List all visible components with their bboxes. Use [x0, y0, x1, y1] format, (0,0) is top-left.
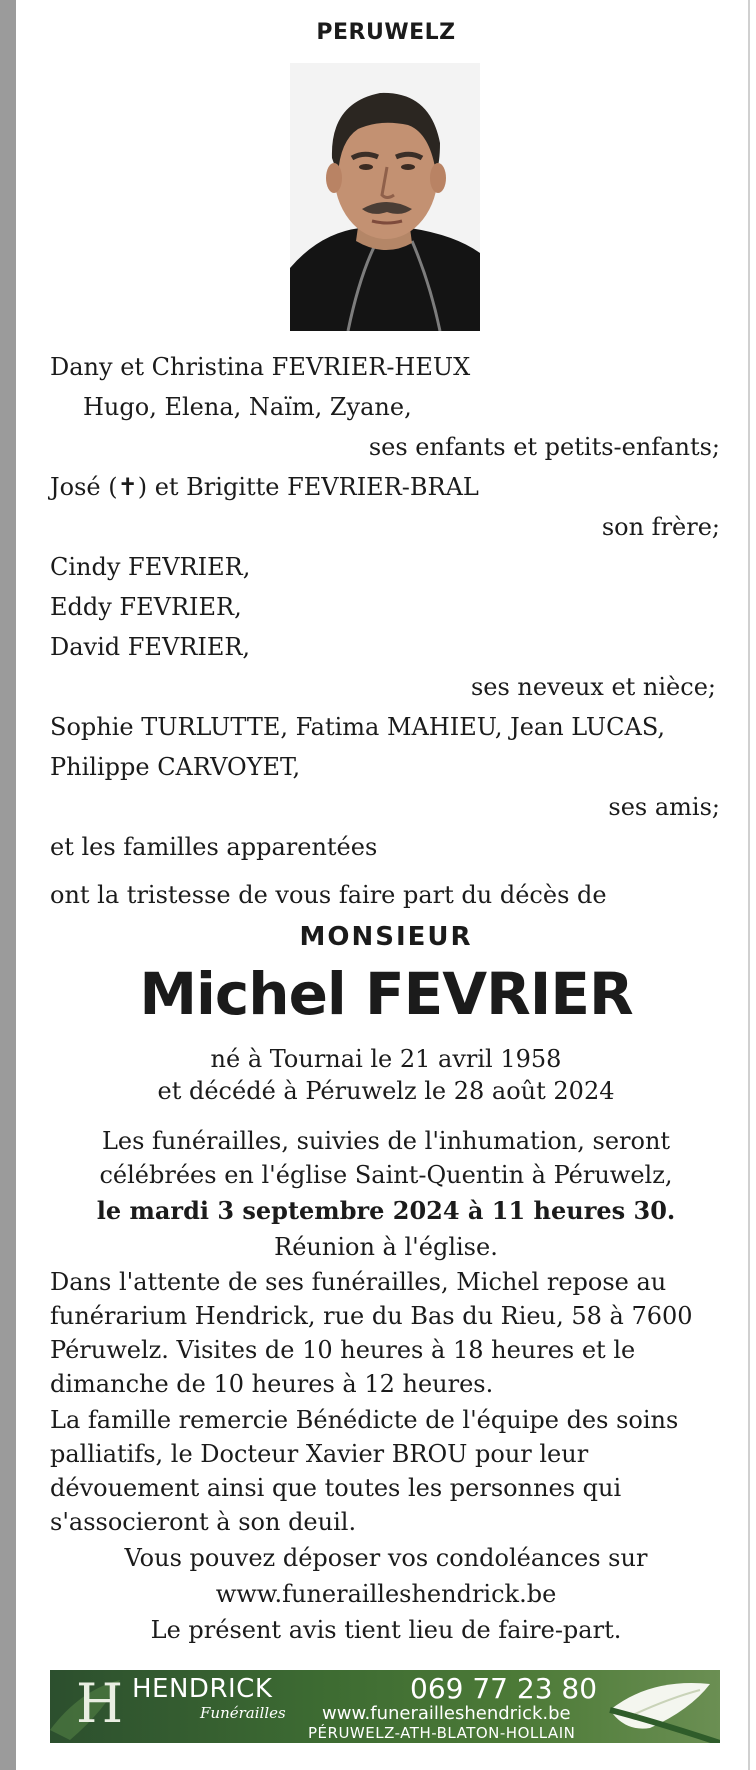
thanks-line-4: s'associeront à son deuil.	[50, 1508, 357, 1536]
family-friends-2: Philippe CARVOYET,	[50, 753, 301, 781]
death-info: et décédé à Péruwelz le 28 août 2024	[157, 1077, 615, 1105]
banner-brand: HENDRICK	[132, 1674, 273, 1704]
birth-info: né à Tournai le 21 avril 1958	[210, 1045, 562, 1073]
brother-name-prefix: José (	[50, 473, 118, 501]
banner-website: www.funerailleshendrick.be	[322, 1703, 571, 1724]
banner-locations: PÉRUWELZ-ATH-BLATON-HOLLAIN	[308, 1724, 576, 1742]
notice-line: Le présent avis tient lieu de faire-part.	[150, 1616, 622, 1644]
family-related: et les familles apparentées	[50, 833, 378, 861]
repose-line-4: dimanche de 10 heures à 12 heures.	[50, 1370, 494, 1398]
funeral-line-1: Les funérailles, suivies de l'inhumation, seront	[101, 1127, 671, 1155]
banner-subtitle: Funérailles	[200, 1704, 286, 1722]
thanks-line-3: dévouement ainsi que toutes les personnes qui	[50, 1474, 622, 1502]
family-nephew-3: David FEVRIER,	[50, 633, 251, 661]
cross-icon: ✝	[117, 473, 138, 501]
deceased-name: Michel FEVRIER	[139, 960, 633, 1028]
brother-name-suffix: ) et Brigitte FEVRIER-BRAL	[137, 473, 479, 501]
repose-line-2: funérarium Hendrick, rue du Bas du Rieu, 58 à 7600	[50, 1302, 693, 1330]
family-brother-relation: son frère;	[601, 513, 720, 541]
condolences-line: Vous pouvez déposer vos condoléances sur	[124, 1544, 648, 1572]
family-brother	[50, 472, 479, 502]
family-children: Dany et Christina FEVRIER-HEUX	[50, 353, 471, 381]
funeral-meeting: Réunion à l'église.	[274, 1233, 498, 1261]
thanks-line-2: palliatifs, le Docteur Xavier BROU pour leur	[50, 1440, 589, 1468]
title-monsieur: MONSIEUR	[299, 922, 473, 952]
family-children-relation: ses enfants et petits-enfants;	[368, 433, 720, 461]
town-heading: PERUWELZ	[316, 20, 456, 45]
family-friends-1: Sophie TURLUTTE, Fatima MAHIEU, Jean LUCAS,	[50, 713, 666, 741]
family-nephew-1: Cindy FEVRIER,	[50, 553, 251, 581]
family-friends-relation: ses amis;	[608, 793, 720, 821]
family-nephew-2: Eddy FEVRIER,	[50, 593, 242, 621]
announcement-intro: ont la tristesse de vous faire part du décès de	[50, 881, 607, 909]
banner-logo-letter: H	[76, 1672, 124, 1735]
funeral-line-2: célébrées en l'église Saint-Quentin à Péruwelz,	[99, 1161, 673, 1189]
family-grandchildren: Hugo, Elena, Naïm, Zyane,	[83, 393, 412, 421]
repose-line-1: Dans l'attente de ses funérailles, Michel repose au	[50, 1268, 667, 1296]
funeral-home-banner[interactable]	[50, 1670, 720, 1743]
funeral-datetime: le mardi 3 septembre 2024 à 11 heures 30.	[96, 1196, 676, 1225]
portrait-illustration	[290, 63, 480, 331]
banner-phone: 069 77 23 80	[410, 1672, 598, 1705]
repose-line-3: Péruwelz. Visites de 10 heures à 18 heures et le	[50, 1336, 636, 1364]
left-margin-bar	[0, 0, 16, 1770]
condolences-url[interactable]: www.funerailleshendrick.be	[215, 1580, 557, 1608]
thanks-line-1: La famille remercie Bénédicte de l'équipe des soins	[50, 1406, 679, 1434]
portrait-photo	[290, 63, 480, 331]
family-nephews-relation: ses neveux et nièce;	[470, 673, 716, 701]
